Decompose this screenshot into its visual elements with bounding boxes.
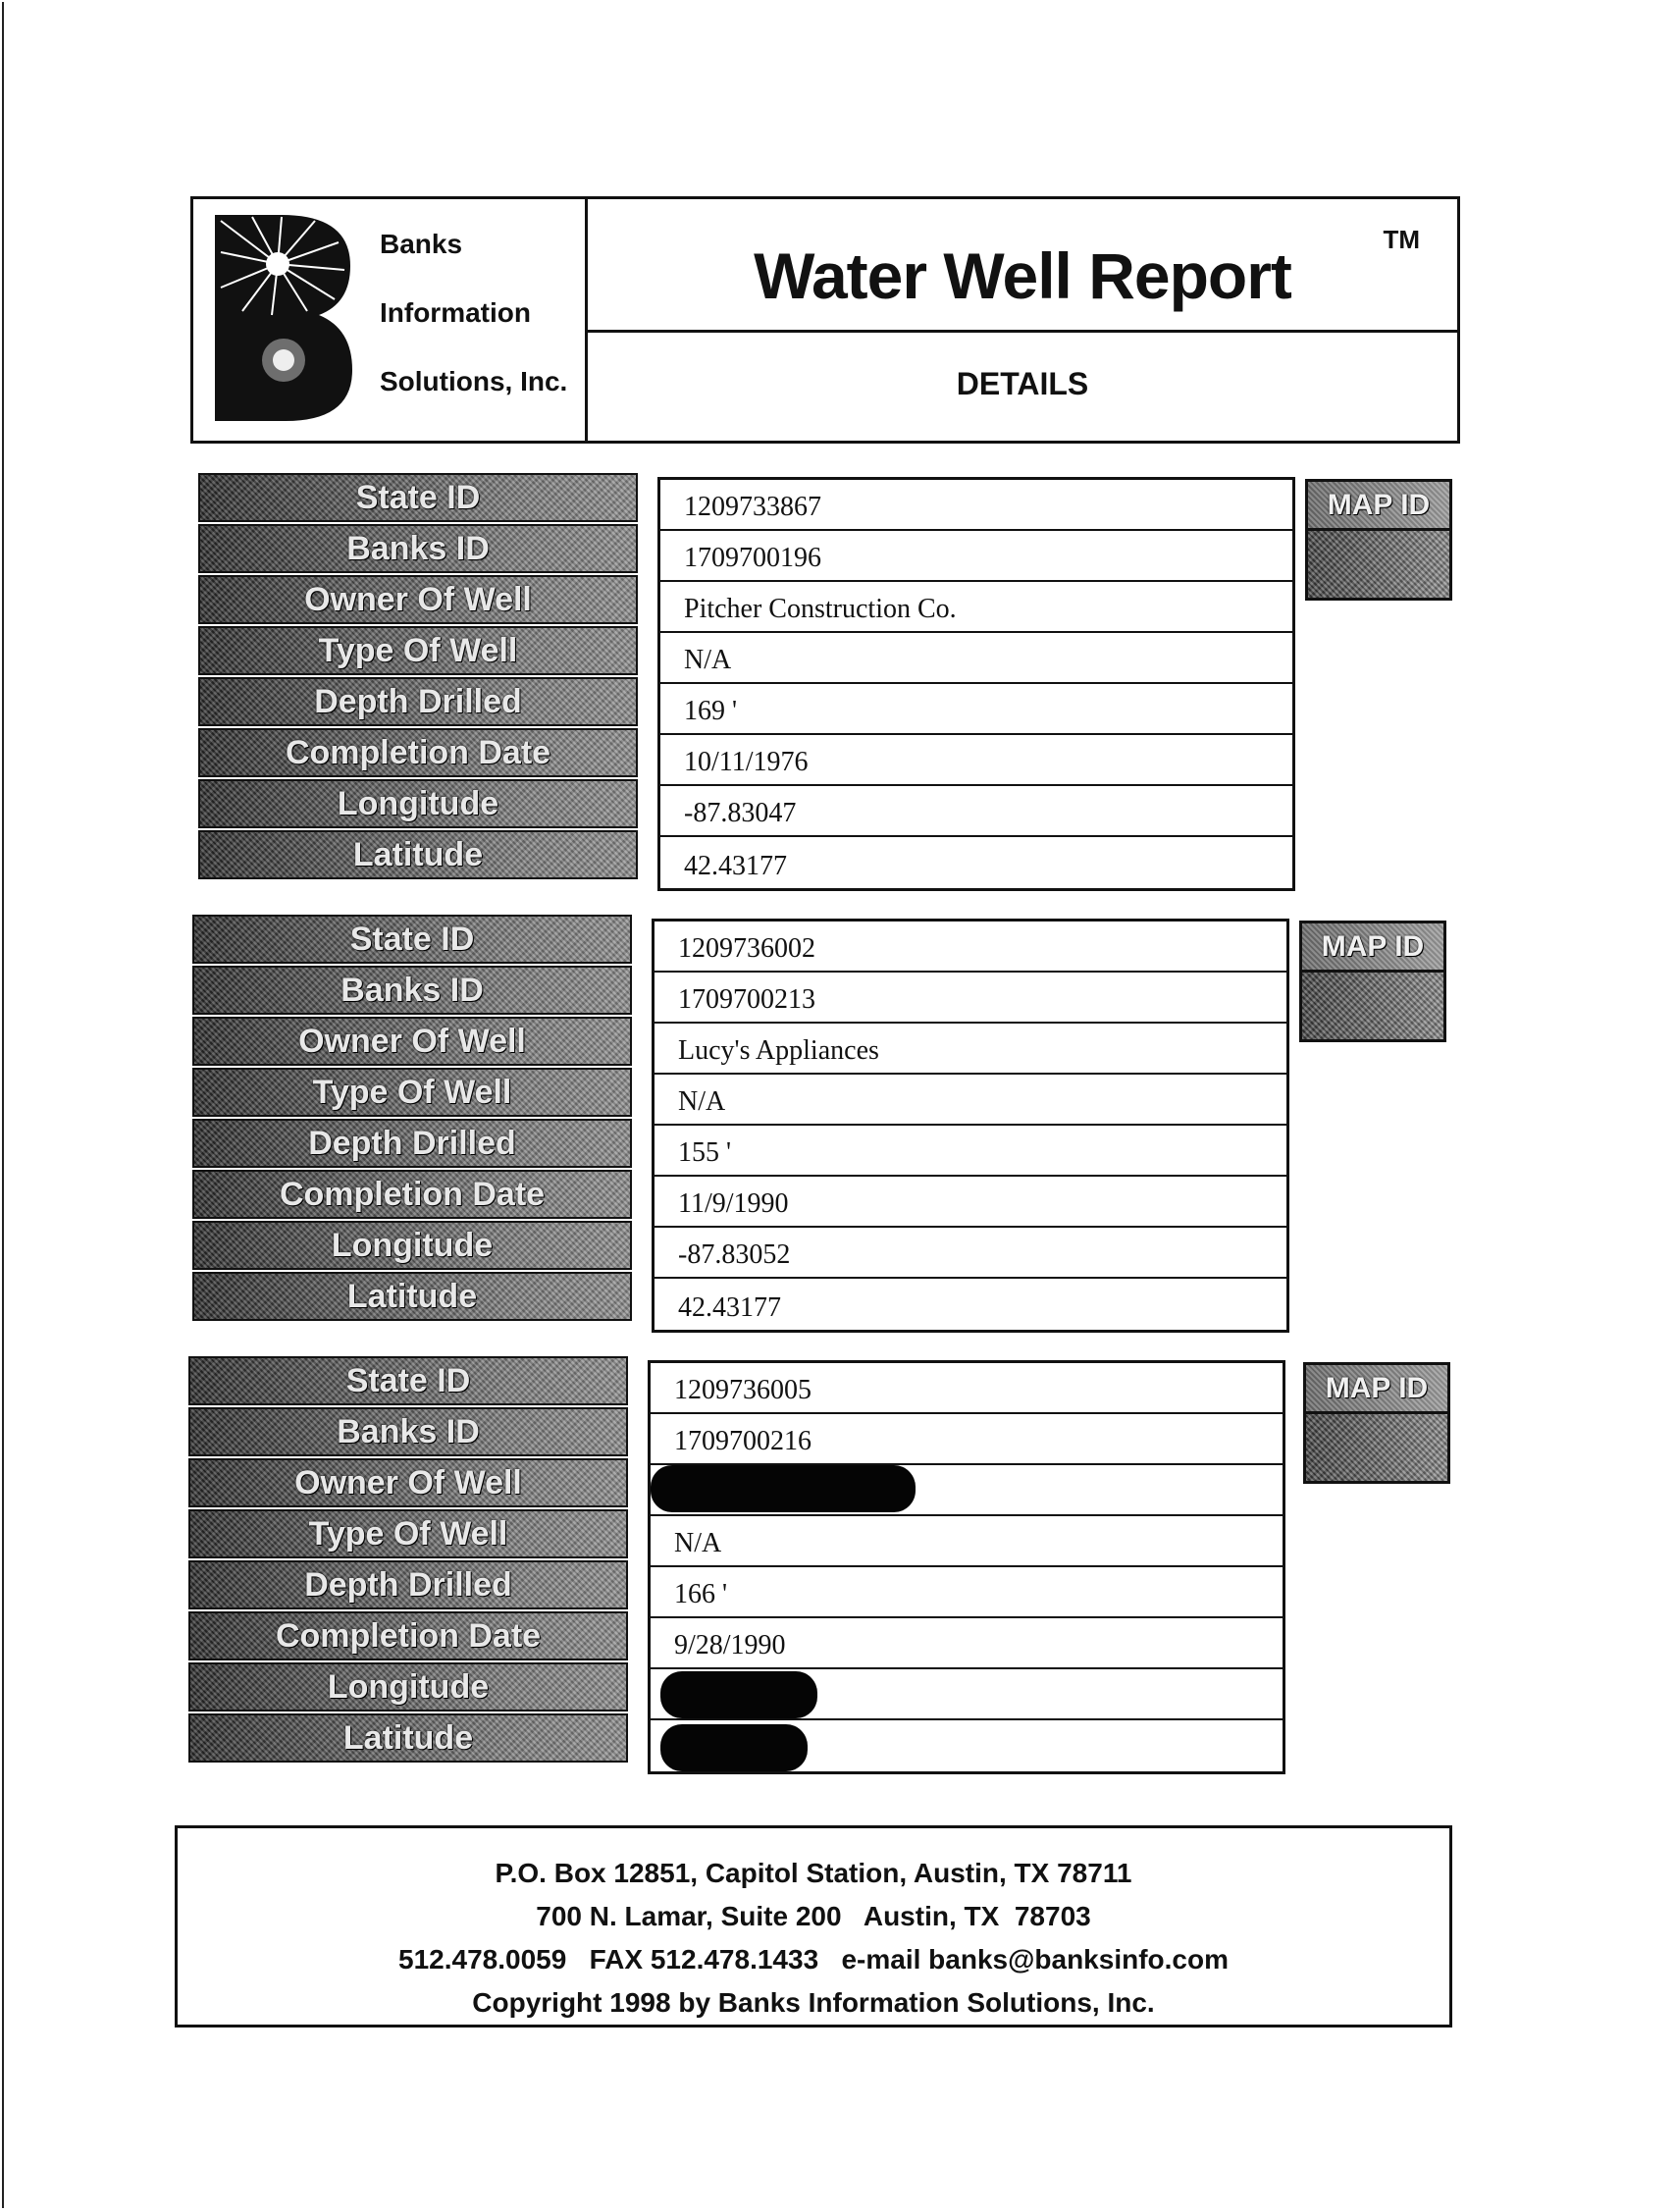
title-cell [588, 199, 1457, 441]
owner-value: Pitcher Construction Co. [660, 582, 1292, 633]
subtitle-row [588, 333, 1457, 441]
company-line: Banks [380, 229, 463, 259]
map-id-box [1305, 479, 1452, 601]
field-label-state-id: State ID [192, 915, 632, 964]
owner-value-redacted [651, 1465, 1283, 1516]
company-name [380, 229, 567, 435]
company-line: Solutions, Inc. [380, 366, 568, 396]
map-id-box [1299, 921, 1446, 1042]
map-id-value-obscured [1306, 1414, 1447, 1481]
longitude-value: -87.83052 [655, 1228, 1286, 1279]
completion-date-value: 9/28/1990 [651, 1618, 1283, 1669]
depth-value: 155 ' [655, 1126, 1286, 1177]
map-id-label: MAP ID [1308, 482, 1449, 531]
field-label-completion-date: Completion Date [188, 1611, 628, 1660]
banks-id-value: 1709700213 [655, 973, 1286, 1024]
latitude-value-redacted [651, 1720, 1283, 1771]
report-header [190, 196, 1460, 444]
trademark-mark: TM [1383, 225, 1420, 254]
field-label-latitude: Latitude [188, 1713, 628, 1763]
field-label-longitude: Longitude [198, 779, 638, 828]
field-label-owner: Owner Of Well [188, 1458, 628, 1507]
field-label-latitude: Latitude [192, 1272, 632, 1321]
redaction-mark [651, 1465, 916, 1512]
report-subtitle: DETAILS [956, 365, 1089, 401]
type-value: N/A [651, 1516, 1283, 1567]
field-label-type: Type Of Well [192, 1068, 632, 1117]
footer-mailing-address: P.O. Box 12851, Capitol Station, Austin, TX 78711 [495, 1858, 1132, 1888]
field-label-depth: Depth Drilled [198, 677, 638, 726]
map-id-value-obscured [1308, 531, 1449, 598]
depth-value: 166 ' [651, 1567, 1283, 1618]
banks-id-value: 1709700216 [651, 1414, 1283, 1465]
field-label-completion-date: Completion Date [192, 1170, 632, 1219]
field-label-completion-date: Completion Date [198, 728, 638, 777]
owner-value: Lucy's Appliances [655, 1024, 1286, 1075]
title-row [588, 199, 1457, 333]
map-id-box [1303, 1362, 1450, 1484]
completion-date-value: 10/11/1976 [660, 735, 1292, 786]
contact-footer [175, 1825, 1452, 2028]
field-label-state-id: State ID [198, 473, 638, 522]
report-title: Water Well Report [754, 238, 1291, 312]
company-line: Information [380, 297, 531, 328]
state-id-value: 1209736002 [655, 922, 1286, 973]
field-label-longitude: Longitude [188, 1662, 628, 1712]
field-value-column [648, 1360, 1285, 1774]
map-id-label: MAP ID [1302, 923, 1443, 973]
field-label-latitude: Latitude [198, 830, 638, 879]
field-value-column [657, 477, 1295, 891]
longitude-value-redacted [651, 1669, 1283, 1720]
depth-value: 169 ' [660, 684, 1292, 735]
field-label-state-id: State ID [188, 1356, 628, 1405]
longitude-value: -87.83047 [660, 786, 1292, 837]
state-id-value: 1209736005 [651, 1363, 1283, 1414]
field-label-banks-id: Banks ID [188, 1407, 628, 1456]
field-label-banks-id: Banks ID [198, 524, 638, 573]
state-id-value: 1209733867 [660, 480, 1292, 531]
type-value: N/A [660, 633, 1292, 684]
field-label-column [198, 473, 638, 881]
field-label-banks-id: Banks ID [192, 966, 632, 1015]
redaction-mark [660, 1724, 808, 1771]
type-value: N/A [655, 1075, 1286, 1126]
company-logo-cell [193, 199, 588, 441]
banks-id-value: 1709700196 [660, 531, 1292, 582]
field-label-depth: Depth Drilled [192, 1119, 632, 1168]
latitude-value: 42.43177 [684, 851, 787, 881]
field-value-column [652, 919, 1289, 1333]
completion-date-value: 11/9/1990 [655, 1177, 1286, 1228]
footer-contact-line: 512.478.0059 FAX 512.478.1433 e-mail banks@banksinfo.com [398, 1944, 1229, 1975]
field-label-longitude: Longitude [192, 1221, 632, 1270]
redaction-mark [660, 1671, 817, 1718]
map-id-value-obscured [1302, 973, 1443, 1039]
field-label-column [188, 1356, 628, 1764]
footer-copyright: Copyright 1998 by Banks Information Solutions, Inc. [472, 1987, 1155, 2018]
banks-logo-icon [213, 213, 352, 423]
field-label-owner: Owner Of Well [198, 575, 638, 624]
field-label-depth: Depth Drilled [188, 1560, 628, 1609]
field-label-owner: Owner Of Well [192, 1017, 632, 1066]
footer-street-address: 700 N. Lamar, Suite 200 Austin, TX 78703 [536, 1901, 1091, 1931]
field-label-type: Type Of Well [198, 626, 638, 675]
map-id-label: MAP ID [1306, 1365, 1447, 1414]
latitude-value: 42.43177 [678, 1292, 781, 1323]
field-label-column [192, 915, 632, 1323]
field-label-type: Type Of Well [188, 1509, 628, 1558]
